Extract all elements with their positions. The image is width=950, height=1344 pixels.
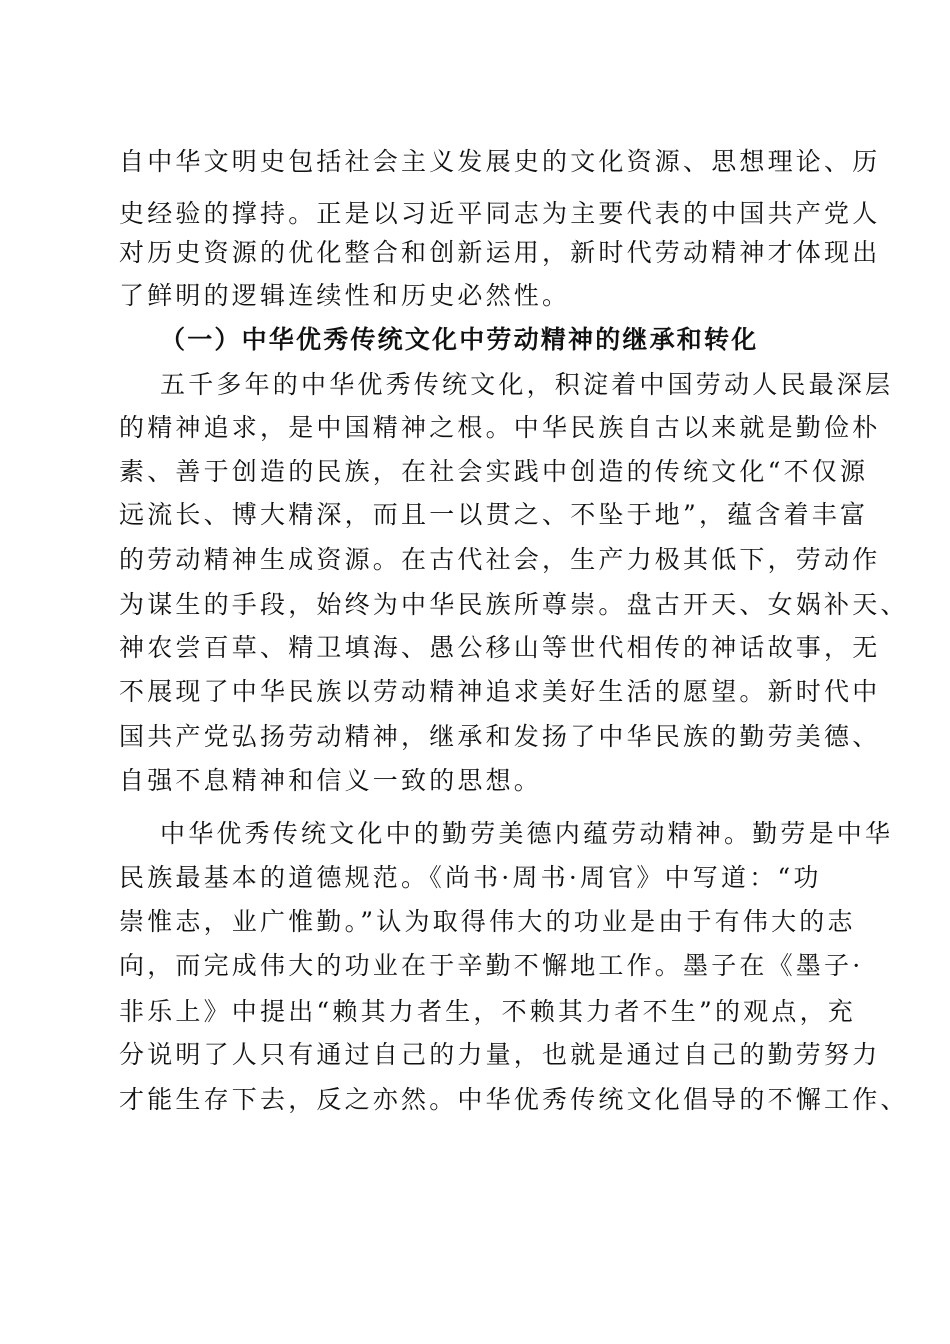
text-line: 不展现了中华民族以劳动精神追求美好生活的愿望。新时代中 — [119, 677, 881, 706]
text-line: 自中华文明史包括社会主义发展史的文化资源、思想理论、历 — [119, 147, 881, 176]
text-line: 对历史资源的优化整合和创新运用，新时代劳动精神才体现出 — [119, 238, 881, 267]
text-line: 分说明了人只有通过自己的力量，也就是通过自己的勤劳努力 — [119, 1040, 881, 1069]
text-line: 才能生存下去，反之亦然。中华优秀传统文化倡导的不懈工作、 — [119, 1085, 909, 1114]
section-heading: （一）中华优秀传统文化中劳动精神的继承和转化 — [160, 325, 759, 354]
text-line: 素、善于创造的民族，在社会实践中创造的传统文化“不仅源 — [119, 457, 869, 486]
text-line: 了鲜明的逻辑连续性和历史必然性。 — [119, 281, 571, 310]
text-line: 向，而完成伟大的功业在于辛勤不懈地工作。墨子在《墨子· — [119, 951, 864, 980]
paragraph-first-line: 中华优秀传统文化中的勤劳美德内蕴劳动精神。勤劳是中华 — [160, 819, 894, 848]
text-line: 崇惟志，业广惟勤。”认为取得伟大的功业是由于有伟大的志 — [119, 907, 856, 936]
text-line: 神农尝百草、精卫填海、愚公移山等世代相传的神话故事，无 — [119, 633, 881, 662]
text-line: 的精神追求，是中国精神之根。中华民族自古以来就是勤俭朴 — [119, 413, 881, 442]
text-line: 史经验的撑持。正是以习近平同志为主要代表的中国共产党人 — [119, 199, 881, 228]
text-line: 国共产党弘扬劳动精神，继承和发扬了中华民族的勤劳美德、 — [119, 722, 881, 751]
paragraph-first-line: 五千多年的中华优秀传统文化，积淀着中国劳动人民最深层 — [160, 370, 894, 399]
text-line: 为谋生的手段，始终为中华民族所尊崇。盘古开天、女娲补天、 — [119, 590, 909, 619]
text-line: 自强不息精神和信义一致的思想。 — [119, 766, 543, 795]
text-line: 的劳动精神生成资源。在古代社会，生产力极其低下，劳动作 — [119, 545, 881, 574]
text-line: 远流长、博大精深，而且一以贯之、不坠于地”，蕴含着丰富 — [119, 500, 869, 529]
text-line: 非乐上》中提出“赖其力者生，不赖其力者不生”的观点，充 — [119, 997, 856, 1026]
text-line: 民族最基本的道德规范。《尚书·周书·周官》中写道：“功 — [119, 863, 822, 892]
